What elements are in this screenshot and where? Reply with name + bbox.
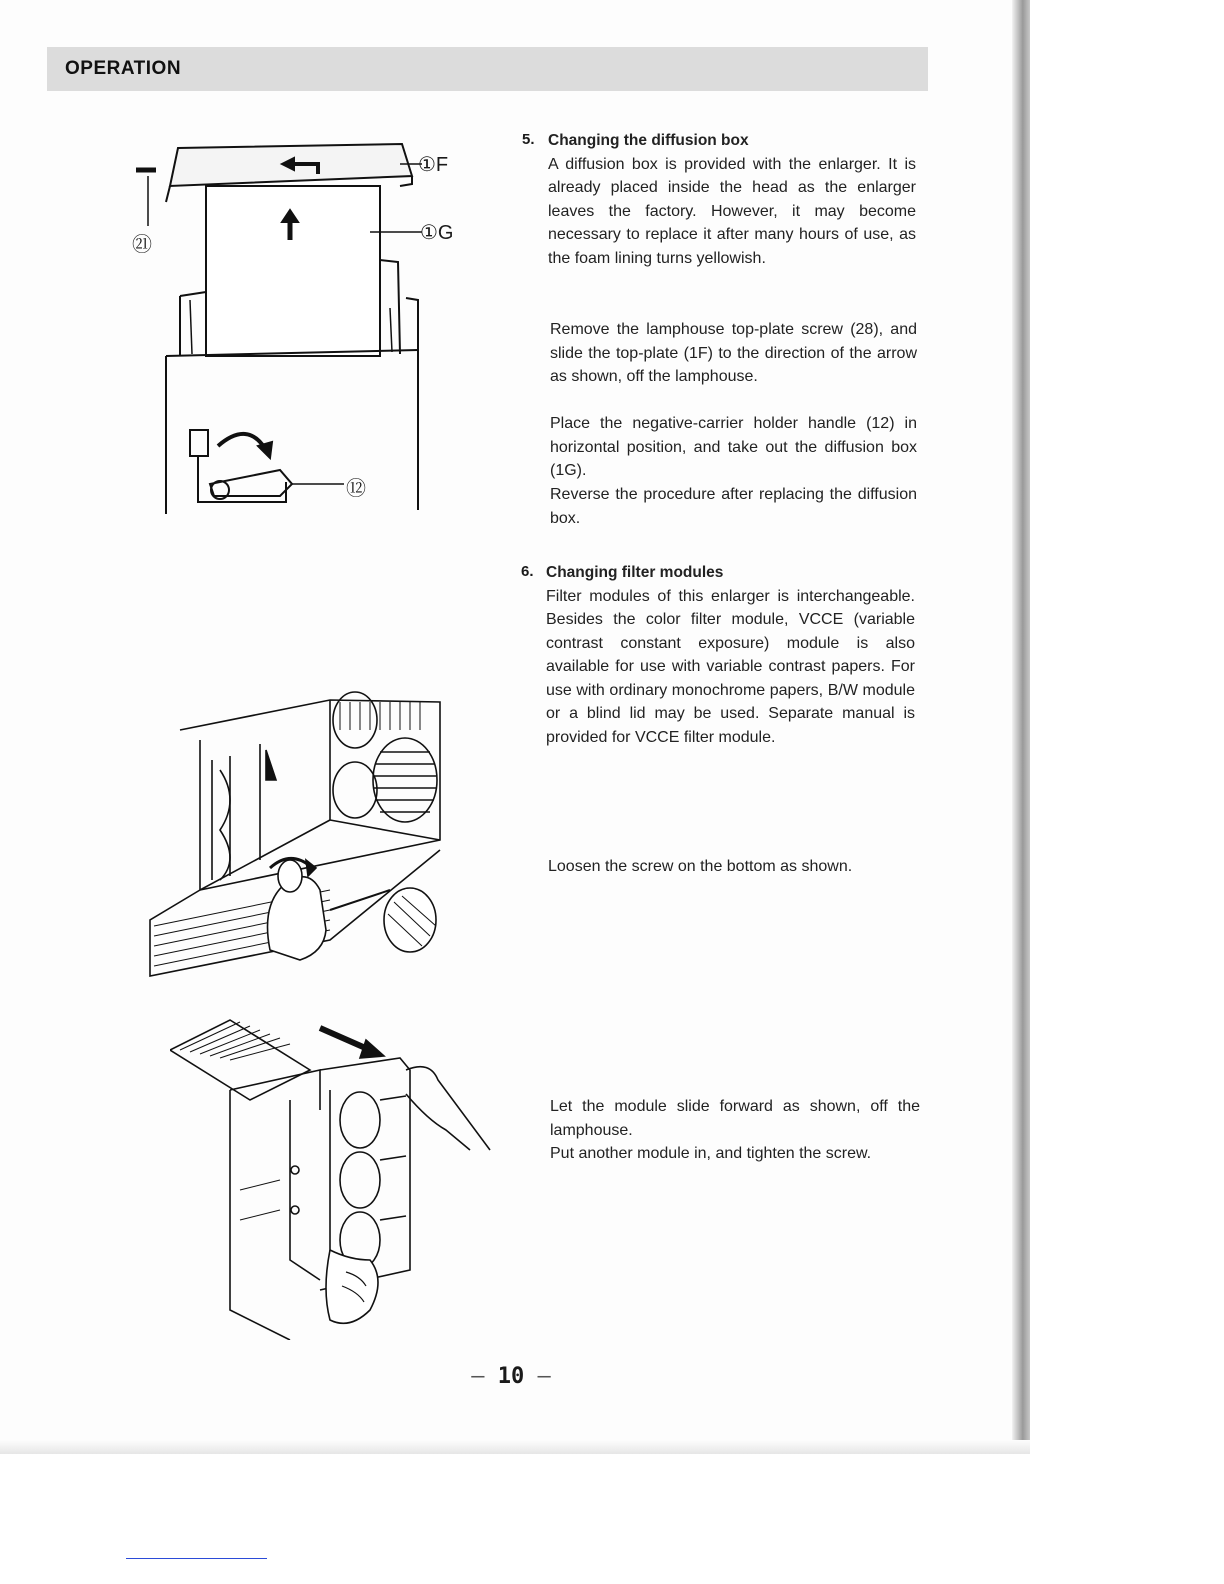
section5-heading: Changing the diffusion box [548,132,749,149]
section6-number: 6. [521,563,534,580]
label-12: ⑫ [346,478,366,500]
section6-para1: Filter modules of this enlarger is interchangeable. Besides the color filter module, VCCE (variable contrast constant exposure) module is also available for use with variable contrast papers. For use with ordinary monochrome papers, B/W module or a blind lid may be used. Separate manual is provided for VCCE filter module. [546,587,915,746]
page-edge-shadow [1012,0,1030,1452]
section5-number: 5. [522,131,535,148]
filter-module-screw-illustration [140,690,470,990]
page-number-dash-right: — [537,1364,551,1389]
page-bottom-shadow [0,1440,1030,1454]
page-number-value: 10 [497,1364,525,1389]
section6-heading: Changing filter modules [546,564,724,581]
page-number [456,1364,566,1389]
lamphouse-illustration [130,140,490,520]
loosen-screw-text: Loosen the screw on the bottom as shown. [548,858,853,875]
section5-para2: Remove the lamphouse top-plate screw (28), and slide the top-plate (1F) to the direction of the arrow as shown, off the lamphouse. [550,321,917,385]
slide-module-text: Let the module slide forward as shown, off the lamphouse. [550,1098,920,1139]
slide-module-block [550,1095,920,1166]
section5-block [548,129,916,270]
label-28: ㉑ [132,234,152,256]
underline-artifact [126,1558,267,1559]
section5-para3: Place the negative-carrier holder handle (12) in horizontal position, and take out the diffusion box (1G). [550,415,917,479]
section5-para4: Reverse the procedure after replacing the diffusion box. [550,486,917,527]
module-removal-illustration [170,1010,500,1340]
label-1g: ①G [420,222,454,244]
header-title: OPERATION [65,58,182,79]
figure-lamphouse-diagram [130,140,490,520]
label-1f: ①F [418,154,449,176]
section6-block [546,561,915,749]
section-header [47,47,928,91]
section5-para1: A diffusion box is provided with the enlarger. It is already placed inside the head as the enlarger leaves the factory. However, it may become necessary to replace it after many hours of use, as the foam lining turns yellowish. [548,155,916,267]
insert-module-text: Put another module in, and tighten the screw. [550,1145,872,1162]
figure-slide-module [170,1010,500,1340]
page-number-dash-left: — [471,1364,485,1389]
figure-loosen-screw [140,690,470,990]
